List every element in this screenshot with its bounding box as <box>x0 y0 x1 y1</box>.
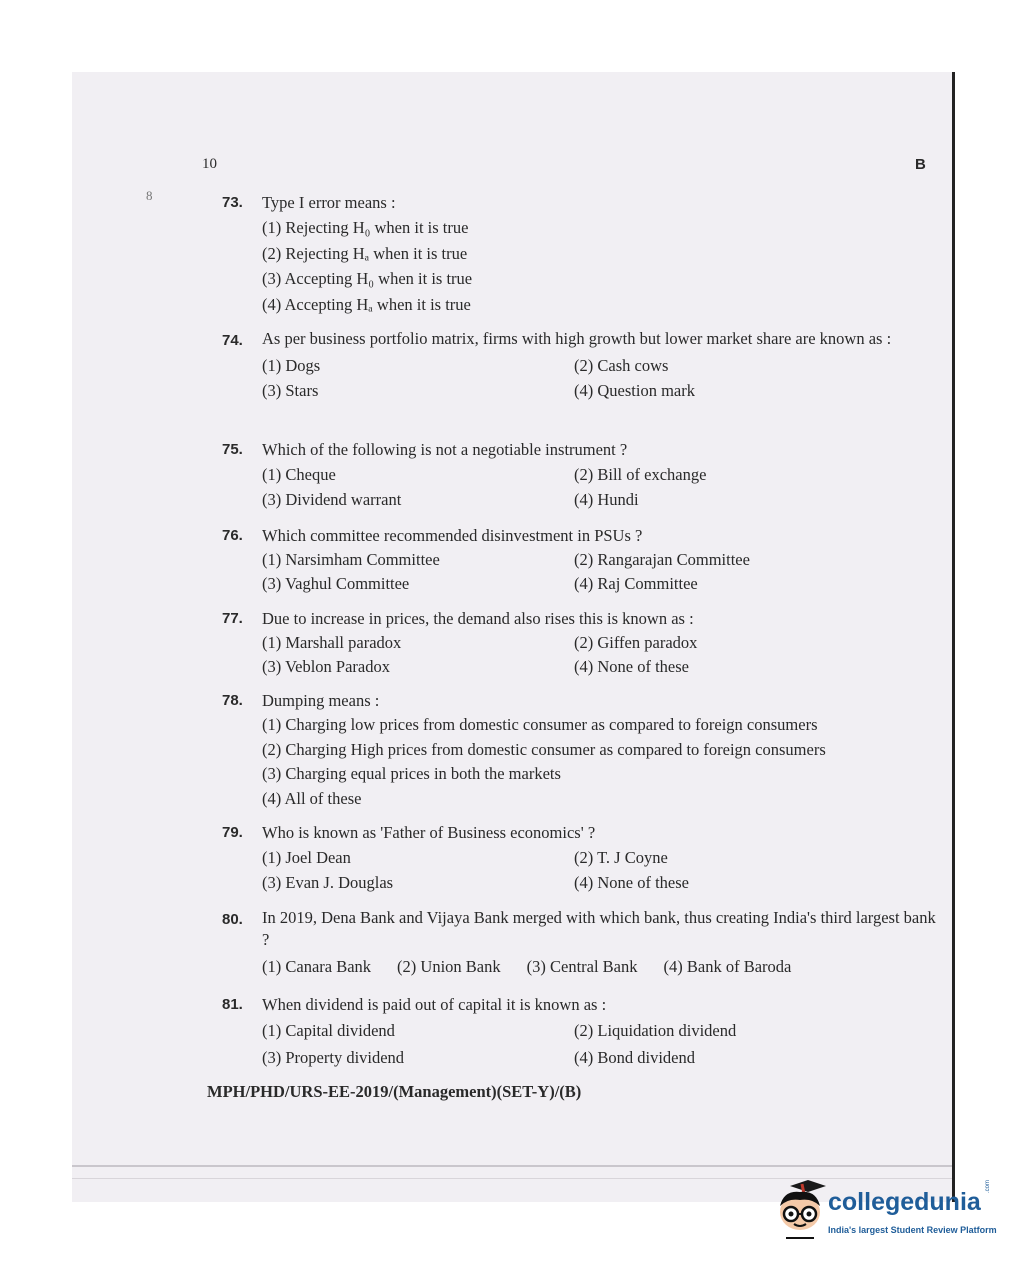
margin-mark: 8 <box>146 188 153 203</box>
page-number: 10 <box>202 156 217 172</box>
option-3: (3) Stars <box>262 381 319 400</box>
question-number: 81. <box>222 996 243 1013</box>
brand-tagline: India's largest Student Review Platform <box>828 1225 997 1235</box>
option-1: (1) Narsimham Committee <box>262 550 440 569</box>
question-number: 80. <box>222 911 243 928</box>
question-number: 73. <box>222 194 243 211</box>
option-2: (2) Cash cows <box>574 356 669 375</box>
question-text: As per business portfolio matrix, firms with high growth but lower market share are known as : <box>262 329 892 348</box>
set-letter: B <box>915 156 926 173</box>
sheet-edge <box>72 1165 952 1167</box>
question-74 <box>222 328 942 403</box>
option-1: (1) Dogs <box>262 356 321 375</box>
collegedunia-logo <box>772 1180 1002 1250</box>
option-2: (2) Charging High prices from domestic consumer as compared to foreign consumers <box>262 739 826 759</box>
question-text: When dividend is paid out of capital it is known as : <box>262 995 607 1014</box>
option-grid <box>262 1017 942 1071</box>
option-3: (3) Property dividend <box>262 1048 405 1067</box>
question-number: 76. <box>222 527 243 544</box>
option-1: (1) Capital dividend <box>262 1021 395 1040</box>
option-4: (4) Raj Committee <box>574 574 698 593</box>
option-list <box>262 215 942 317</box>
option-1: (1) Joel Dean <box>262 848 351 867</box>
option-3: (3) Accepting H₀ when it is true <box>262 269 473 288</box>
option-4: (4) Bank of Baroda <box>663 957 792 976</box>
option-1: (1) Cheque <box>262 465 336 484</box>
question-77 <box>222 606 942 679</box>
option-grid <box>262 353 942 403</box>
option-3: (3) Vaghul Committee <box>262 574 410 593</box>
option-4: (4) Bond dividend <box>574 1048 695 1067</box>
option-4: (4) All of these <box>262 788 362 808</box>
option-list <box>262 713 942 811</box>
option-2: (2) Giffen paradox <box>574 633 698 652</box>
option-3: (3) Evan J. Douglas <box>262 873 394 892</box>
mascot-icon <box>772 1180 828 1246</box>
question-text: Dumping means : <box>262 691 380 710</box>
question-text: Type I error means : <box>262 193 396 212</box>
option-4: (4) Accepting Hₐ when it is true <box>262 294 471 314</box>
question-text: Which committee recommended disinvestment in PSUs ? <box>262 526 643 545</box>
question-text: Due to increase in prices, the demand also rises this is known as : <box>262 609 694 628</box>
question-81 <box>222 992 942 1071</box>
question-text: Which of the following is not a negotiable instrument ? <box>262 440 628 459</box>
option-4: (4) Hundi <box>574 490 639 509</box>
question-number: 79. <box>222 824 243 841</box>
question-78 <box>222 688 942 811</box>
paper-code-footer: MPH/PHD/URS-EE-2019/(Management)(SET-Y)/(B) <box>207 1082 582 1101</box>
option-2: (2) T. J Coyne <box>574 848 668 867</box>
option-3: (3) Charging equal prices in both the markets <box>262 764 561 783</box>
question-number: 75. <box>222 441 243 458</box>
question-text: In 2019, Dena Bank and Vijaya Bank merged with which bank, thus creating India's third largest bank ? <box>262 908 936 949</box>
option-2: (2) Rejecting Hₐ when it is true <box>262 243 468 263</box>
question-number: 77. <box>222 610 243 627</box>
brand-name: collegedunia <box>828 1188 981 1216</box>
option-grid <box>262 462 942 512</box>
option-grid <box>262 845 942 895</box>
option-grid <box>262 548 942 596</box>
brand-suffix: .com <box>985 1179 991 1193</box>
option-3: (3) Central Bank <box>526 957 638 976</box>
question-text: Who is known as 'Father of Business economics' ? <box>262 823 596 842</box>
option-row <box>262 954 942 979</box>
question-76 <box>222 523 942 596</box>
question-73 <box>222 190 942 317</box>
question-80 <box>222 907 942 979</box>
option-1: (1) Charging low prices from domestic consumer as compared to foreign consumers <box>262 715 818 734</box>
question-75 <box>222 437 942 512</box>
question-79 <box>222 820 942 895</box>
option-4: (4) None of these <box>574 657 690 676</box>
option-1: (1) Marshall paradox <box>262 633 402 652</box>
question-number: 78. <box>222 692 243 709</box>
option-2: (2) Rangarajan Committee <box>574 550 750 569</box>
option-4: (4) None of these <box>574 873 690 892</box>
option-3: (3) Veblon Paradox <box>262 657 391 676</box>
option-2: (2) Bill of exchange <box>574 465 707 484</box>
sheet-edge-lower <box>72 1178 952 1179</box>
question-number: 74. <box>222 332 243 349</box>
option-3: (3) Dividend warrant <box>262 490 402 509</box>
option-2: (2) Union Bank <box>397 957 501 976</box>
option-grid <box>262 631 942 679</box>
option-1: (1) Canara Bank <box>262 957 372 976</box>
option-1: (1) Rejecting H₀ when it is true <box>262 218 469 237</box>
option-4: (4) Question mark <box>574 381 695 400</box>
option-2: (2) Liquidation dividend <box>574 1021 737 1040</box>
